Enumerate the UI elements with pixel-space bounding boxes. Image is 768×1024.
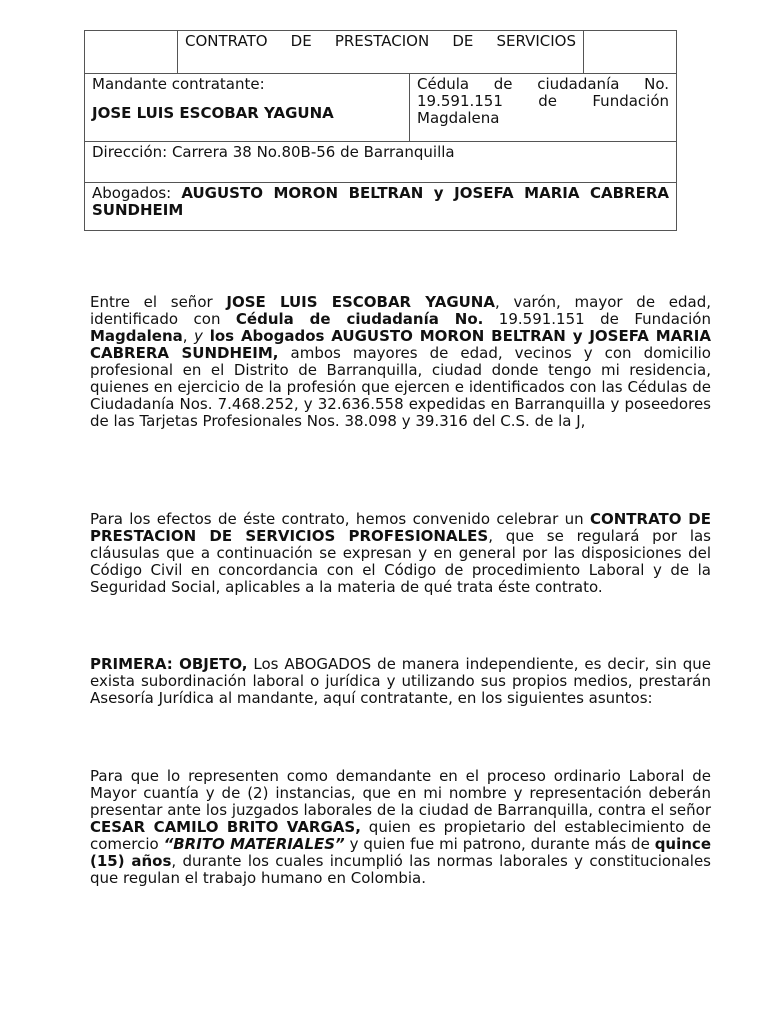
p1-text-2: , varón, mayor de edad, identificado con (90, 293, 711, 328)
paragraph-parties (90, 294, 711, 430)
p4-text-4: , durante los cuales incumplió las normas laborales y constitucionales que regulan el trabajo humano en Colombia. (90, 852, 712, 887)
paragraph-effects (90, 511, 711, 596)
p1-conjunction: y (193, 327, 203, 345)
mandante-cell (85, 74, 410, 142)
p2-contract-type: CONTRATO DE PRESTACION DE SERVICIOS PROFESIONALES (90, 510, 711, 545)
header-blank-right (584, 31, 677, 74)
contract-title-cell (178, 31, 584, 74)
abogados-label: Abogados: (92, 184, 172, 202)
cedula-cell (410, 74, 677, 142)
p4-business-name: “BRITO MATERIALES” (163, 835, 345, 853)
p1-cedula-label: Cédula de ciudadanía No. (235, 310, 484, 328)
abogados-names: AUGUSTO MORON BELTRAN y JOSEFA MARIA CABRERA SUNDHEIM (92, 184, 670, 219)
cedula-text: Cédula de ciudadanía No. 19.591.151 de Fundación Magdalena (417, 75, 670, 127)
p4-duration: quince (15) años (90, 835, 711, 870)
p1-text-1: Entre el señor (90, 293, 227, 311)
direccion-text: Dirección: Carrera 38 No.80B-56 de Barranquilla (92, 143, 455, 161)
p4-text-2: quien es propietario del establecimiento de comercio (90, 818, 711, 853)
p1-mandante-name: JOSE LUIS ESCOBAR YAGUNA (226, 293, 495, 311)
abogados-text (92, 185, 669, 219)
mandante-name: JOSE LUIS ESCOBAR YAGUNA (92, 104, 334, 122)
contract-header-table (84, 30, 677, 231)
p2-text-1: Para los efectos de éste contrato, hemos convenido celebrar un (90, 510, 590, 528)
p3-clause-title: PRIMERA: OBJETO, (90, 655, 248, 673)
p1-abogados-names: los Abogados AUGUSTO MORON BELTRAN y JOSEFA MARIA CABRERA SUNDHEIM, (90, 327, 711, 362)
p4-text-3: y quien fue mi patrono, durante más de (344, 835, 655, 853)
mandante-label: Mandante contratante: (92, 75, 265, 93)
p1-text-3: 19.591.151 de Fundación (483, 310, 711, 328)
p1-magdalena: Magdalena (90, 327, 183, 345)
p2-text-2: , que se regulará por las cláusulas que a continuación se expresan y en general por las disposiciones del Código Civil en concordancia con el Código de procedimiento Laboral y de la Seguridad Social, aplicables a la materia de qué trata éste contrato. (90, 527, 711, 596)
paragraph-representation (90, 768, 711, 887)
direccion-cell (85, 142, 677, 183)
contract-title: CONTRATO DE PRESTACION DE SERVICIOS (185, 32, 577, 50)
abogados-cell (85, 183, 677, 231)
p4-text-1: Para que lo representen como demandante en el proceso ordinario Laboral de Mayor cuantía y de (2) instancias, que en mi nombre y representación deberán presentar ante los juzgados laborales de la ciudad de Barranquilla, contra el señor (90, 767, 711, 819)
p3-text-1: Los ABOGADOS de manera independiente, es decir, sin que exista subordinación laboral o jurídica y utilizando sus propios medios, prestarán Asesoría Jurídica al mandante, aquí contratante, en los siguientes asuntos: (90, 655, 711, 707)
p1-text-5: ambos mayores de edad, vecinos y con domicilio profesional en el Distrito de Barranquilla, ciudad donde tengo mi residencia, quienes en ejercicio de la profesión que ejercen e identificados con las Cédulas de Ciudadanía Nos. 7.468.252, y 32.636.558 expedidas en Barranquilla y poseedores de las Tarjetas Profesionales Nos. 38.098 y 39.316 del C.S. de la J, (90, 344, 711, 430)
p1-text-4: , (182, 327, 194, 345)
paragraph-primera-objeto (90, 656, 711, 707)
p4-defendant-name: CESAR CAMILO BRITO VARGAS, (90, 818, 361, 836)
header-blank-left (85, 31, 178, 74)
